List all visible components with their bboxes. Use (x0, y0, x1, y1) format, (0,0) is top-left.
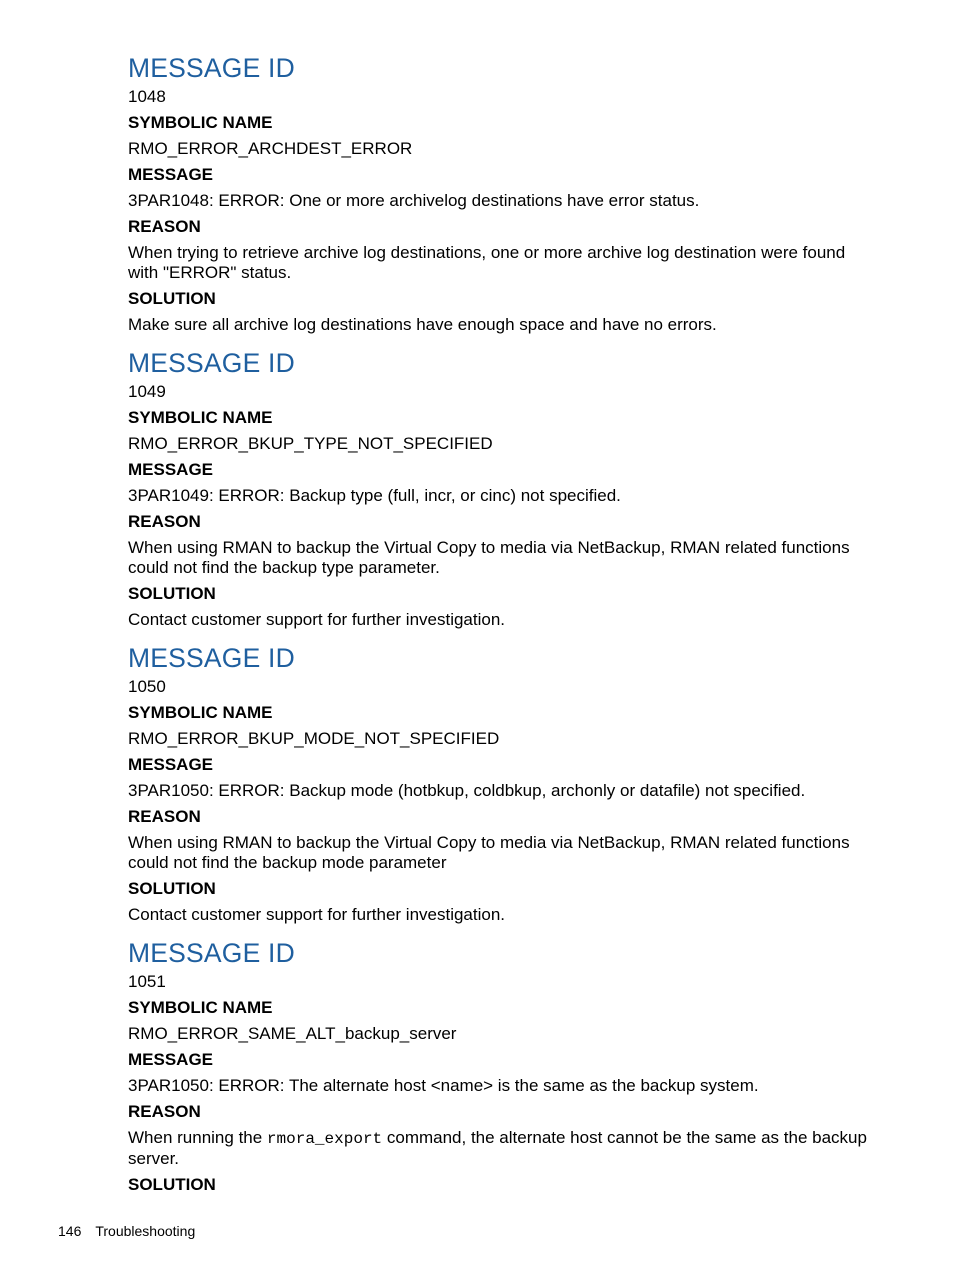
document-body (128, 52, 870, 1207)
reason-value: When trying to retrieve archive log destinations, one or more archive log destination were found with "ERROR" status. (128, 243, 846, 282)
message-id-value: 1049 (128, 382, 166, 401)
message-value: 3PAR1049: ERROR: Backup type (full, incr, or cinc) not specified. (128, 486, 621, 505)
reason-value: When using RMAN to backup the Virtual Copy to media via NetBackup, RMAN related functions could not find the backup mode parameter (128, 833, 850, 872)
message-id-heading: MESSAGE ID (128, 53, 295, 83)
symbolic-name-value: RMO_ERROR_BKUP_TYPE_NOT_SPECIFIED (128, 434, 493, 453)
reason-label: REASON (128, 807, 201, 826)
message-label: MESSAGE (128, 460, 214, 479)
message-entry-1049 (128, 347, 870, 630)
message-value: 3PAR1050: ERROR: The alternate host <name> is the same as the backup system. (128, 1076, 759, 1095)
message-label: MESSAGE (128, 165, 214, 184)
symbolic-name-value: RMO_ERROR_SAME_ALT_backup_server (128, 1024, 457, 1043)
message-id-value: 1051 (128, 972, 166, 991)
message-entry-1050 (128, 642, 870, 925)
message-label: MESSAGE (128, 1050, 214, 1069)
reason-value: When using RMAN to backup the Virtual Copy to media via NetBackup, RMAN related functions could not find the backup type parameter. (128, 538, 850, 577)
message-id-heading: MESSAGE ID (128, 643, 295, 673)
solution-label: SOLUTION (128, 584, 216, 603)
reason-text-after: command, the alternate host cannot be the same as the backup server. (128, 1128, 867, 1168)
reason-text-before: When running the (128, 1128, 267, 1147)
symbolic-name-label: SYMBOLIC NAME (128, 703, 273, 722)
page-number: 146 (58, 1223, 82, 1239)
message-id-heading: MESSAGE ID (128, 938, 295, 968)
message-entry-1048 (128, 52, 870, 335)
symbolic-name-label: SYMBOLIC NAME (128, 113, 273, 132)
solution-value: Contact customer support for further investigation. (128, 610, 506, 629)
footer-section-title: Troubleshooting (95, 1223, 196, 1239)
symbolic-name-label: SYMBOLIC NAME (128, 408, 273, 427)
solution-label: SOLUTION (128, 1175, 216, 1194)
symbolic-name-label: SYMBOLIC NAME (128, 998, 273, 1017)
message-label: MESSAGE (128, 755, 214, 774)
symbolic-name-value: RMO_ERROR_BKUP_MODE_NOT_SPECIFIED (128, 729, 500, 748)
reason-value (128, 1128, 870, 1169)
solution-label: SOLUTION (128, 289, 216, 308)
reason-label: REASON (128, 217, 201, 236)
reason-label: REASON (128, 1102, 201, 1121)
solution-value: Contact customer support for further investigation. (128, 905, 506, 924)
command-code: rmora_export (266, 1130, 383, 1148)
page-footer (58, 1222, 195, 1240)
message-entry-1051 (128, 937, 870, 1195)
message-id-value: 1050 (128, 677, 166, 696)
solution-label: SOLUTION (128, 879, 216, 898)
solution-value: Make sure all archive log destinations have enough space and have no errors. (128, 315, 717, 334)
symbolic-name-value: RMO_ERROR_ARCHDEST_ERROR (128, 139, 413, 158)
message-value: 3PAR1048: ERROR: One or more archivelog destinations have error status. (128, 191, 700, 210)
message-id-heading: MESSAGE ID (128, 348, 295, 378)
message-id-value: 1048 (128, 87, 166, 106)
reason-label: REASON (128, 512, 201, 531)
message-value: 3PAR1050: ERROR: Backup mode (hotbkup, coldbkup, archonly or datafile) not specified. (128, 781, 806, 800)
